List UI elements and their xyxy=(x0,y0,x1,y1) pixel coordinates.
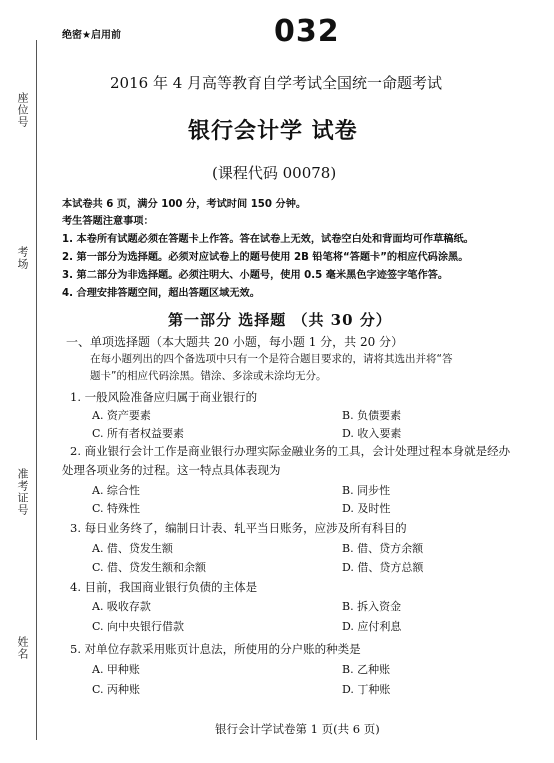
option-d: D. 收入要素 xyxy=(342,427,402,440)
seat-number-label: 座位号 xyxy=(16,92,29,128)
note-item: 1. 本卷所有试题必须在答题卡上作答。答在试卷上无效，试卷空白处和背面均可作草稿纸。 xyxy=(62,234,474,245)
notes-heading: 考生答题注意事项： xyxy=(62,216,154,227)
option-c: C. 向中央银行借款 xyxy=(92,620,185,633)
option-c: C. 所有者权益要素 xyxy=(92,427,185,440)
course-code: (课程代码 00078) xyxy=(212,164,337,182)
option-d: D. 丁种账 xyxy=(342,683,391,696)
note-item: 4. 合理安排答题空间，超出答题区域无效。 xyxy=(62,288,260,299)
question-stem: 3. 每日业务终了，编制日计表、轧平当日账务，应涉及所有科目的 xyxy=(70,521,407,535)
page-footer: 银行会计学试卷第 1 页(共 6 页) xyxy=(215,722,380,736)
option-b: B. 负债要素 xyxy=(342,409,402,422)
part-heading: 第一部分 选择题 （共 30 分） xyxy=(168,311,392,329)
exam-site-label: 考场 xyxy=(16,246,29,270)
ticket-number-label: 准考证号 xyxy=(16,468,29,516)
option-d: D. 借、贷方总额 xyxy=(342,561,424,574)
question-stem: 1. 一般风险准备应归属于商业银行的 xyxy=(70,390,258,404)
option-a: A. 借、贷发生额 xyxy=(92,542,173,555)
option-b: B. 同步性 xyxy=(342,484,391,497)
question-stem: 5. 对单位存款采用账页计息法，所使用的分户账的种类是 xyxy=(70,642,361,656)
notes-intro: 本试卷共 6 页，满分 100 分，考试时间 150 分钟。 xyxy=(62,199,307,210)
option-a: A. 甲种账 xyxy=(92,663,140,676)
option-b: B. 拆入资金 xyxy=(342,600,402,613)
exam-title: 2016 年 4 月高等教育自学考试全国统一命题考试 xyxy=(110,74,443,92)
binding-line xyxy=(36,40,37,740)
note-item: 2. 第一部分为选择题。必须对应试卷上的题号使用 2B 铅笔将“答题卡”的相应代码涂黑。 xyxy=(62,252,469,263)
question-stem: 4. 目前，我国商业银行负债的主体是 xyxy=(70,580,258,594)
question-stem: 2. 商业银行会计工作是商业银行办理实际金融业务的工具，会计处理过程本身就是经办 xyxy=(70,444,511,458)
option-c: C. 借、贷发生额和余额 xyxy=(92,561,207,574)
option-a: A. 资产要素 xyxy=(92,409,151,422)
option-c: C. 特殊性 xyxy=(92,502,141,515)
section-heading: 一、单项选择题（本大题共 20 小题，每小题 1 分，共 20 分） xyxy=(66,335,404,349)
option-d: D. 及时性 xyxy=(342,502,391,515)
option-b: B. 借、贷方余额 xyxy=(342,542,424,555)
question-stem-continued: 处理各项业务的过程。这一特点具体表现为 xyxy=(62,463,281,477)
option-d: D. 应付利息 xyxy=(342,620,402,633)
paper-title: 银行会计学 试卷 xyxy=(188,118,358,144)
section-instructions: 在每小题列出的四个备选项中只有一个是符合题目要求的，请将其选出并将“答 xyxy=(90,353,453,365)
option-b: B. 乙种账 xyxy=(342,663,391,676)
section-instructions: 题卡”的相应代码涂黑。错涂、多涂或未涂均无分。 xyxy=(90,370,327,382)
note-item: 3. 第二部分为非选择题。必须注明大、小题号，使用 0.5 毫米黑色字迹签字笔作答。 xyxy=(62,270,449,281)
secret-label: 绝密★启用前 xyxy=(62,30,121,41)
name-label: 姓名 xyxy=(16,636,29,660)
option-a: A. 吸收存款 xyxy=(92,600,151,613)
paper-code: 032 xyxy=(274,14,340,49)
option-c: C. 丙种账 xyxy=(92,683,141,696)
option-a: A. 综合性 xyxy=(92,484,140,497)
